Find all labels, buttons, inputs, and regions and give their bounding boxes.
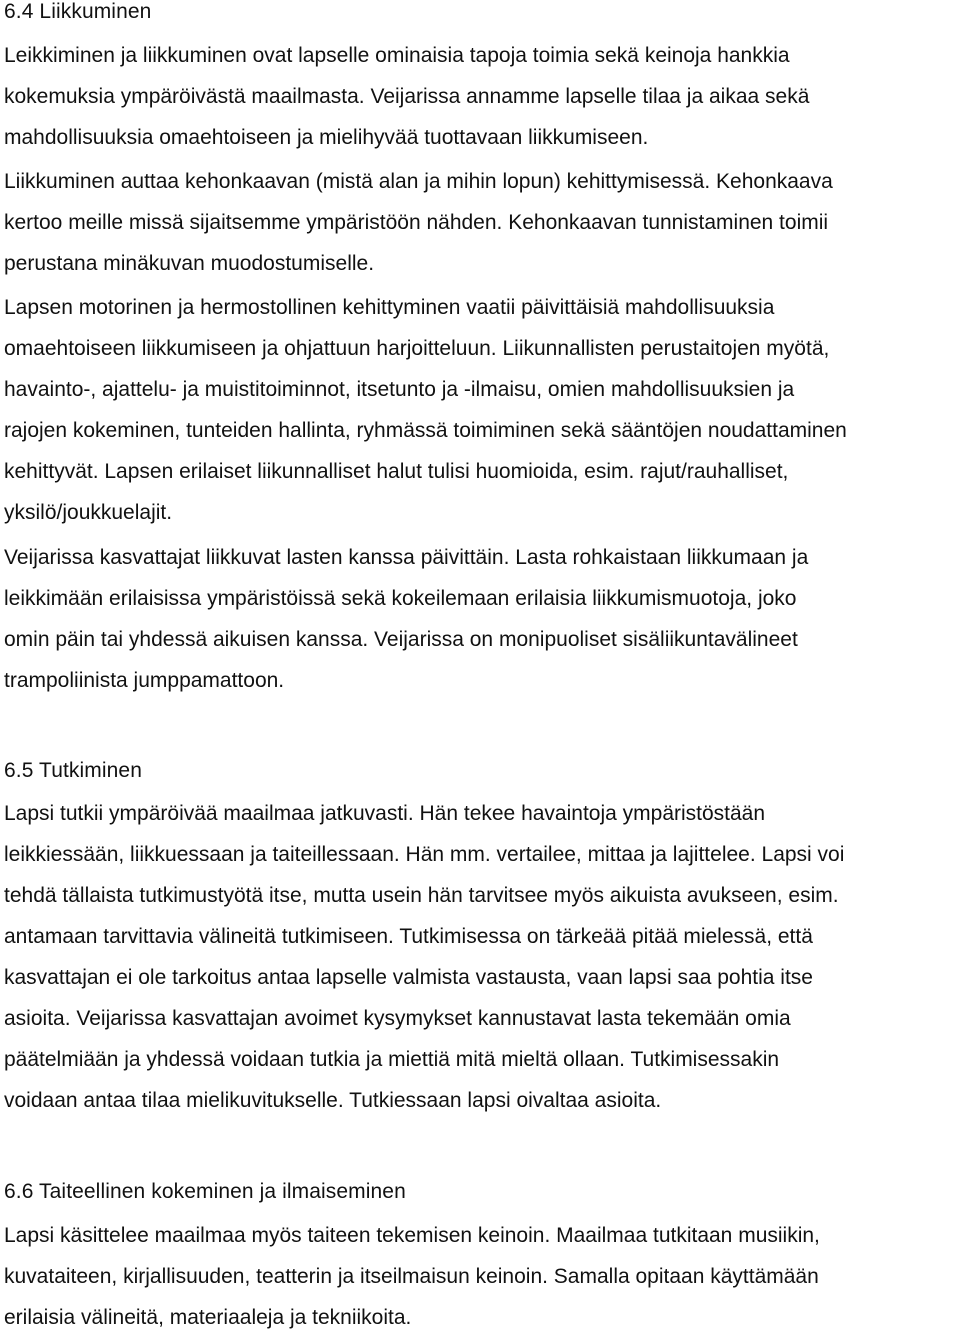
text-line: voidaan antaa tilaa mielikuvitukselle. Tutkiessaan lapsi oivaltaa asioita. (4, 1089, 662, 1112)
text-line: kokemuksia ympäröivästä maailmasta. Veijarissa annamme lapselle tilaa ja aikaa sekä (4, 85, 810, 108)
text-line: Veijarissa kasvattajat liikkuvat lasten kanssa päivittäin. Lasta rohkaistaan liikkumaan ja (4, 546, 809, 569)
text-line: trampoliinista jumppamattoon. (4, 669, 285, 692)
text-line: omaehtoiseen liikkumiseen ja ohjattuun harjoitteluun. Liikunnallisten perustaitojen myötä, (4, 337, 830, 360)
text-line: antamaan tarvittavia välineitä tutkimiseen. Tutkimisessa on tärkeää pitää mielessä, että (4, 925, 813, 948)
section-heading-taiteellinen-kokeminen: 6.6 Taiteellinen kokeminen ja ilmaiseminen (4, 1180, 406, 1203)
paragraph (4, 35, 809, 158)
paragraph (4, 537, 808, 701)
text-line: mahdollisuuksia omaehtoiseen ja mielihyvää tuottavaan liikkumiseen. (4, 126, 649, 149)
text-line: tehdä tällaista tutkimustyötä itse, mutta usein hän tarvitsee myös aikuista avukseen, esim. (4, 884, 839, 907)
text-line: leikkiessään, liikkuessaan ja taiteillessaan. Hän mm. vertailee, mittaa ja lajittelee. Lapsi voi (4, 843, 845, 866)
text-line: yksilö/joukkuelajit. (4, 501, 173, 524)
text-line: kertoo meille missä sijaitsemme ympäristöön nähden. Kehonkaavan tunnistaminen toimii (4, 211, 829, 234)
text-line: Lapsi tutkii ympäröivää maailmaa jatkuvasti. Hän tekee havaintoja ympäristöstään (4, 802, 766, 825)
text-line: kehittyvät. Lapsen erilaiset liikunnalliset halut tulisi huomioida, esim. rajut/rauhalliset, (4, 460, 789, 483)
text-line: kuvataiteen, kirjallisuuden, teatterin ja itseilmaisun keinoin. Samalla opitaan käyttämään (4, 1265, 819, 1288)
text-line: Leikkiminen ja liikkuminen ovat lapselle ominaisia tapoja toimia sekä keinoja hankkia (4, 44, 790, 67)
text-line: Lapsi käsittelee maailmaa myös taiteen tekemisen keinoin. Maailmaa tutkitaan musiikin, (4, 1224, 820, 1247)
text-line: kasvattajan ei ole tarkoitus antaa lapselle valmista vastausta, vaan lapsi saa pohtia itse (4, 966, 813, 989)
paragraph (4, 287, 847, 533)
paragraph (4, 161, 833, 284)
section-heading-tutkiminen: 6.5 Tutkiminen (4, 759, 142, 782)
paragraph (4, 793, 844, 1121)
text-line: erilaisia välineitä, materiaaleja ja tekniikoita. (4, 1306, 412, 1329)
text-line: omin päin tai yhdessä aikuisen kanssa. Veijarissa on monipuoliset sisäliikuntavälineet (4, 628, 798, 651)
text-line: havainto-, ajattelu- ja muistitoiminnot, itsetunto ja -ilmaisu, omien mahdollisuuksien ja (4, 378, 795, 401)
text-line: Lapsen motorinen ja hermostollinen kehittyminen vaatii päivittäisiä mahdollisuuksia (4, 296, 775, 319)
paragraph (4, 1215, 820, 1338)
text-line: asioita. Veijarissa kasvattajan avoimet kysymykset kannustavat lasta tekemään omia (4, 1007, 791, 1030)
text-line: päätelmiään ja yhdessä voidaan tutkia ja miettiä mitä mieltä ollaan. Tutkimisessakin (4, 1048, 780, 1071)
text-line: perustana minäkuvan muodostumiselle. (4, 252, 375, 275)
text-line: leikkimään erilaisissa ympäristöissä sekä kokeilemaan erilaisia liikkumismuotoja, joko (4, 587, 797, 610)
text-line: rajojen kokeminen, tunteiden hallinta, ryhmässä toimiminen sekä sääntöjen noudattaminen (4, 419, 847, 442)
text-line: Liikkuminen auttaa kehonkaavan (mistä alan ja mihin lopun) kehittymisessä. Kehonkaava (4, 170, 833, 193)
section-heading-liikkuminen: 6.4 Liikkuminen (4, 0, 152, 23)
